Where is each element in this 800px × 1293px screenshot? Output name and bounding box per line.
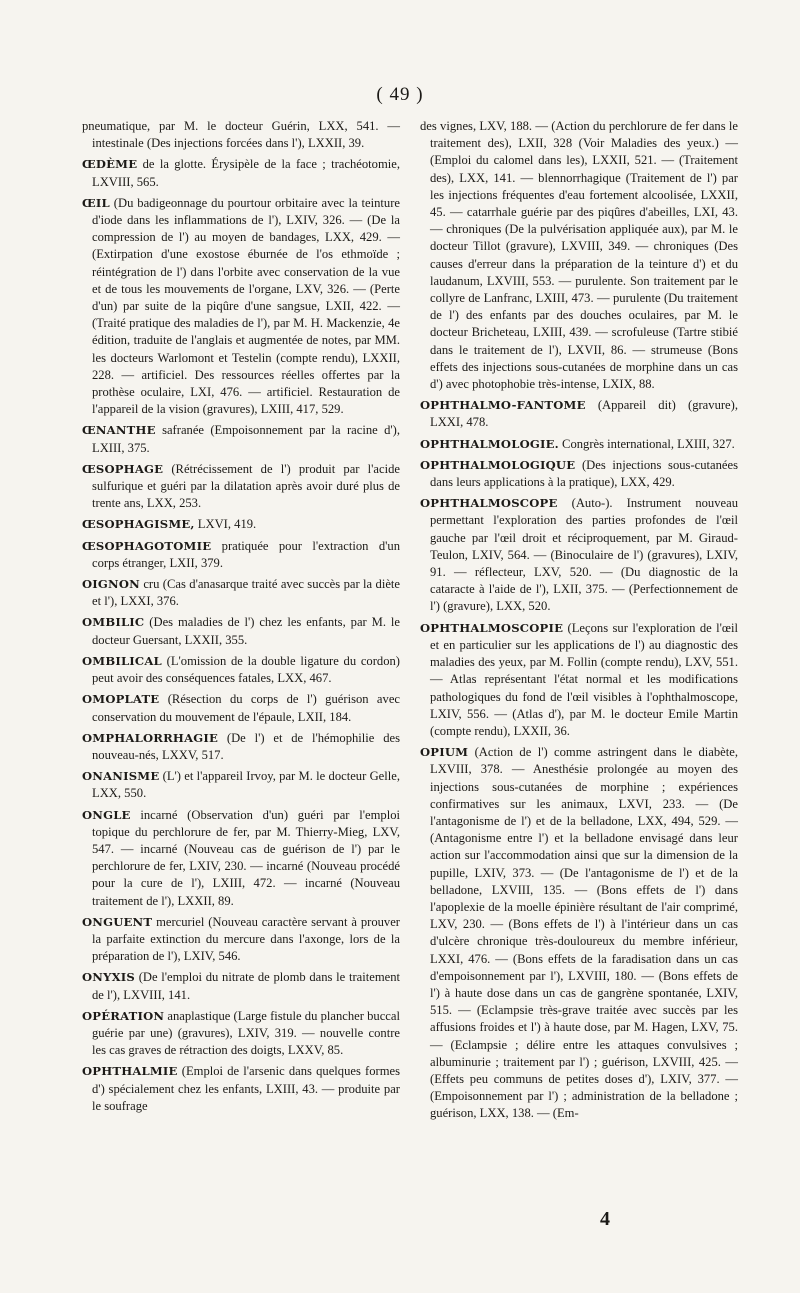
- entry-headword: ŒSOPHAGOTOMIE: [82, 538, 212, 553]
- entry-text: LXVI, 419.: [197, 517, 257, 532]
- index-entry: [82, 576, 400, 610]
- index-entry: [420, 436, 738, 453]
- entry-headword: OPHTHALMOLOGIE.: [420, 436, 559, 451]
- entry-text: (Emploi de l'arsenic dans quelques formes d') spécialement chez les enfants, LXIII, 43. — produite par le soufrage: [92, 1064, 400, 1113]
- entry-text: mercuriel (Nouveau caractère servant à prouver la parfaite extinction du mercure dans l'axonge, lors de la préparation de l'), LXIV, 546.: [92, 914, 400, 964]
- entry-headword: OMBILICAL: [82, 653, 162, 668]
- entry-headword: OMPHALORRHAGIE: [82, 730, 219, 745]
- index-entry: [420, 495, 738, 615]
- entry-headword: OPHTHALMOSCOPE: [420, 496, 558, 511]
- entry-text: pratiquée pour l'extraction d'un corps étranger, LXII, 379.: [92, 538, 400, 570]
- index-entry: [420, 744, 738, 1122]
- entry-text: Congrès international, LXIII, 327.: [562, 436, 735, 451]
- entry-headword: OPIUM: [420, 745, 469, 760]
- entry-text: (Action de l') comme astringent dans le diabète, LXVIII, 378. — Anesthésie prolongée au moyen des injections sous-cutanées de morphine ; expériences confirmatives sur les animaux, LXVI, 233. — (De l'antagonisme de l') et de la belladone, LXX, 494, 529. — (Antagonisme entre l') et la belladone envisagé dans leur action sur l'accommodation ainsi que sur la dimension de la pupille, LXIV, 373. — (De l'antagonisme de l') et de la belladone, LXVIII, 135. — (Bons effets de l') dans l'apoplexie de la moelle épinière résultant de l'air comprimé, LXV, 230. — (Bons effets de l') à l'intérieur dans un cas d'ulcère chronique très-douloureux du membre inférieur, LXXI, 476. — (Bons effets de la faradisation dans un cas d'empoisonnement par l'), LXVIII, 180. — (Bons effets de l') à haute dose dans un cas de gangrène spontanée, LXIV, 515. — (Eclampsie très-grave traitée avec succès par les affusions froides et l') à haute dose, par M. Hagen, LXV, 75. — (Eclampsie ; délire entre les attaques convulsives ; albuminurie ; traitement par l') ; guérison, LXVIII, 425. — (Effets peu communs de petites doses d'), LXIV, 377. — (Empoisonnement par l') ; administration de la belladone ; guérison, LXX, 138. — (Em-: [430, 745, 738, 1121]
- index-entry: [420, 118, 738, 393]
- entry-headword: ONANISME: [82, 769, 160, 784]
- page-number: ( 49 ): [376, 84, 424, 105]
- entry-text: safranée (Empoisonnement par la racine d'), LXIII, 375.: [92, 423, 400, 455]
- index-entry: [420, 620, 738, 740]
- index-entry: [82, 914, 400, 966]
- entry-headword: OPHTHALMOSCOPIE: [420, 620, 564, 635]
- entry-headword: OMBILIC: [82, 615, 145, 630]
- entry-text: (L'omission de la double ligature du cordon) peut avoir des conséquences fatales, LXX, 467.: [92, 653, 400, 686]
- entry-headword: ONGUENT: [82, 914, 153, 929]
- index-entry: [82, 1008, 400, 1060]
- index-entry: [82, 195, 400, 419]
- entry-headword: ŒSOPHAGE: [82, 461, 164, 476]
- entry-text: (De l'emploi du nitrate de plomb dans le traitement de l'), LXVIII, 141.: [92, 970, 401, 1002]
- index-entry: [420, 457, 738, 491]
- entry-headword: OPHTHALMO-FANTOME: [420, 398, 586, 413]
- index-entry: [82, 461, 400, 513]
- entry-headword: OPÉRATION: [82, 1008, 165, 1023]
- entry-text: (L') et l'appareil Irvoy, par M. le docteur Gelle, LXX, 550.: [92, 769, 400, 801]
- index-entry: [82, 118, 400, 152]
- index-entry: [82, 156, 400, 190]
- index-entry: [82, 969, 400, 1003]
- entry-text: (Appareil dit) (gravure), LXXI, 478.: [430, 398, 738, 430]
- index-entry: [82, 516, 400, 533]
- index-entry: [82, 538, 400, 572]
- index-entry: [82, 614, 400, 648]
- entry-headword: OMOPLATE: [82, 692, 160, 707]
- entry-text: des vignes, LXV, 188. — (Action du perchlorure de fer dans le traitement des), LXII, 328 (Voir Maladies des yeux.) — (Emploi du calomel dans les), LXXII, 521. — (Traitement des), LXX, 141. — blennorrhagique (Traitement de l') par les injections fréquentes d'eau fortement alcoolisée, LXXII, 45. — catarrhale guérie par des piqûres d'abeilles, LXI, 43. — chroniques (De la pulvérisation appliquée aux), par M. le docteur Tillot (gravure), LXVIII, 349. — chroniques (Des causes d'erreur dans la préparation de la teinture d') et du laudanum, LXVIII, 553. — purulente. Son traitement par le collyre de Lanfranc, LXIII, 473. — purulente (Du traitement de l') des enfants par des douches oculaires, par M. le docteur Bricheteau, LXIII, 439. — scrofuleuse (Tartre stibié dans le traitement de l'), LXVII, 86. — strumeuse (Bons effets des injections sous-cutanées de morphine dans un cas d') avec photophobie très-intense, LXIX, 88.: [420, 119, 738, 392]
- index-entry: [82, 768, 400, 802]
- index-entry: [82, 1063, 400, 1115]
- entry-headword: ŒIL: [82, 195, 110, 210]
- index-entry: [82, 653, 400, 687]
- left-column: [82, 118, 400, 1119]
- index-entry: [82, 730, 400, 764]
- entry-headword: ONYXIS: [82, 970, 135, 985]
- entry-headword: ONGLE: [82, 807, 131, 822]
- entry-text: (Des injections sous-cutanées dans leurs applications à la pratique), LXX, 429.: [430, 457, 738, 490]
- entry-text: (Du badigeonnage du pourtour orbitaire avec la teinture d'iode dans les inflammations de l'), LXIV, 326. — (De la compression de l') au moyen de bandages, LXX, 429. — (Extirpation d'une exostose éburnée de l'os ethmoïde ; réintégration de l') dans l'orbite avec conservation de la vue et de tous les mouvements de l'organe, LXV, 326. — (Perte d'un) par suite de la piqûre d'une sangsue, LXII, 422. — (Traité pratique des maladies de l'), par M. H. Mackenzie, 4e édition, traduite de l'anglais et augmentée de notes, par MM. les docteurs Warlomont et Testelin (compte rendu), LXXII, 228. — artificiel. Des ressources réelles offertes par la prothèse oculaire, LXI, 476. — artificiel. Restauration de l'appareil de la vision (gravures), LXIII, 417, 529.: [92, 195, 400, 417]
- entry-text: (De l') et de l'hémophilie des nouveau-nés, LXXV, 517.: [92, 730, 400, 762]
- entry-headword: OPHTHALMOLOGIQUE: [420, 457, 576, 472]
- index-entry: [82, 807, 400, 910]
- entry-text: anaplastique (Large fistule du plancher buccal guérie par une) (gravures), LXIV, 319. — nouvelle contre les cas graves de rétraction des doigts, LXXV, 85.: [92, 1008, 400, 1058]
- entry-text: cru (Cas d'anasarque traité avec succès par la diète et l'), LXXI, 376.: [92, 577, 400, 609]
- entry-text: (Résection du corps de l') guérison avec conservation du mouvement de l'épaule, LXII, 184.: [92, 692, 401, 724]
- entry-headword: ŒSOPHAGISME,: [82, 517, 195, 532]
- entry-text: (Des maladies de l') chez les enfants, par M. le docteur Guersant, LXXII, 355.: [92, 615, 400, 647]
- index-entry: [82, 422, 400, 456]
- entry-headword: ŒDÈME: [82, 157, 138, 172]
- entry-text: (Auto-). Instrument nouveau permettant l'exploration des parties profondes de l'œil gauche par l'œil droit et réciproquement, par M. Giraud-Teulon, LXIV, 564. — (Binoculaire de l') (gravures), LXIV, 91. — réflecteur, LXV, 520. — (Du diagnostic de la cataracte à l'aide de l'), LXII, 375. — (Perfectionnement de l') (gravure), LXX, 520.: [430, 496, 738, 614]
- signature-mark: 4: [600, 1208, 610, 1230]
- entry-text: (Rétrécissement de l') produit par l'acide sulfurique et guéri par la dilatation après avoir duré plus de trente ans, LXX, 253.: [92, 461, 401, 511]
- entry-text: pneumatique, par M. le docteur Guérin, LXX, 541. — intestinale (Des injections forcées dans l'), LXXII, 39.: [82, 119, 400, 151]
- index-entry: [82, 691, 400, 725]
- right-column: [420, 118, 738, 1127]
- entry-headword: ŒNANTHE: [82, 423, 156, 438]
- entry-text: incarné (Observation d'un) guéri par l'emploi topique du perchlorure de fer, par M. Thierry-Mieg, LXV, 547. — incarné (Nouveau cas de guérison de l') par le perchlorure de fer, LXIV, 230. — incarné (Nouveau procédé pour la cure de l'), LXIII, 472. — incarné (Nouveau traitement de l'), LXXII, 89.: [92, 807, 400, 908]
- entry-text: de la glotte. Érysipèle de la face ; trachéotomie, LXVIII, 565.: [92, 157, 400, 189]
- entry-headword: OIGNON: [82, 577, 140, 592]
- entry-text: (Leçons sur l'exploration de l'œil et en particulier sur les applications de l') au diagnostic des maladies des yeux, par M. Follin (compte rendu), LXV, 551. — Atlas représentant l'état normal et les modifications pathologiques du fond de l'œil visibles à l'ophthalmoscope, LXIV, 556. — (Atlas d'), par M. le docteur Emile Martin (compte rendu), LXXII, 36.: [430, 620, 739, 738]
- index-entry: [420, 397, 738, 431]
- entry-headword: OPHTHALMIE: [82, 1064, 178, 1079]
